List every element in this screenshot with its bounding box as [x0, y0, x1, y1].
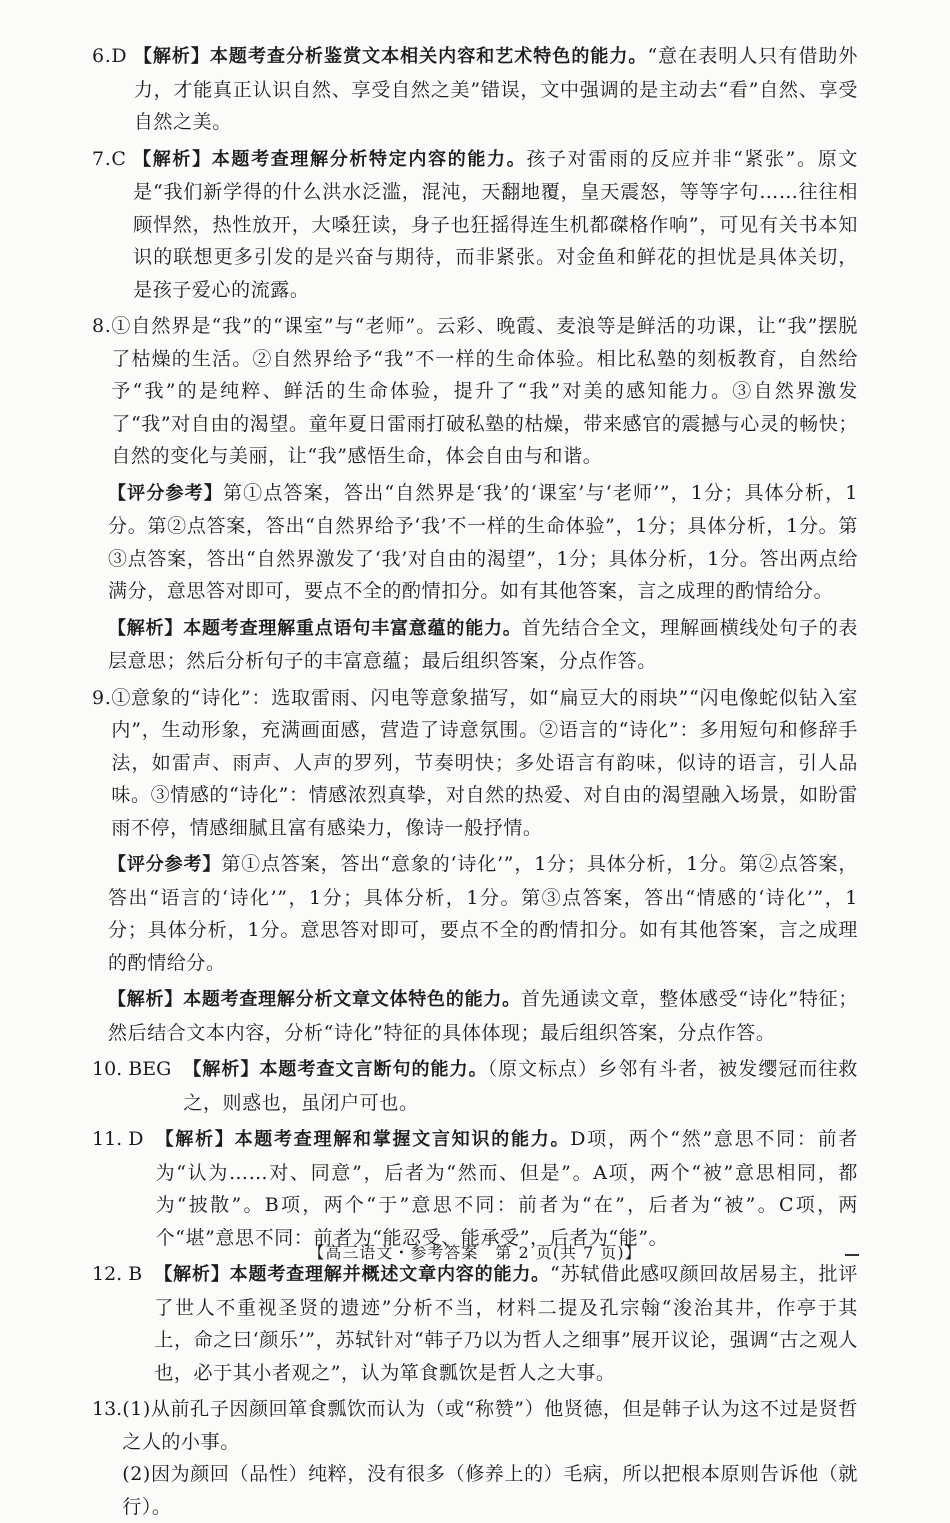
analysis-text: 孩子对雷雨的反应并非“紧张”。原文是“我们新学得的什么洪水泛滥，混沌，天翻地覆，皇天震怒，等等字句……往往相顾悍然，热性放开，大嗓狂读，身子也狂摇得连生机都磔格作响”，可见有关书本知识的联想更多引发的是兴奋与期待，而非紧张。对金鱼和鲜花的担忧是具体关切，是孩子爱心的流露。 — [133, 147, 858, 301]
analysis-label: 【解析】本题考查理解重点语句丰富意蕴的能力。 — [108, 617, 522, 639]
page-footer: 【高三语文・参考答案 第 2 页(共 7 页)】 — [308, 1243, 642, 1262]
scoring-text: 第①点答案，答出“意象的‘诗化’”，1分；具体分析，1分。第②点答案，答出“语言的‘诗化’”，1分；具体分析，1分。第③点答案，答出“情感的‘诗化’”，1分；具体分析，1分。意思答对即可，要点不全的酌情扣分。如有其他答案，言之成理的酌情给分。 — [108, 853, 858, 974]
analysis-text: “意在表明人只有借助外力，才能真正认识自然、享受自然之美”错误，文中强调的是主动去“看”自然、享受自然之美。 — [133, 45, 858, 133]
question-13 — [92, 1393, 858, 1523]
question-number: 12. B — [92, 1263, 155, 1285]
corner-mark — [845, 1254, 859, 1256]
answer-text: ①意象的“诗化”：选取雷雨、闪电等意象描写，如“扁豆大的雨块”“闪电像蛇似钻入室内”，生动形象，充满画面感，营造了诗意氛围。②语言的“诗化”：多用短句和修辞手法，如雷声、雨声、人声的罗列，节奏明快；多处语言有韵味，似诗的语言，引人品味。③情感的“诗化”：情感浓烈真挚，对自然的热爱、对自由的渴望融入场景，如盼雷雨不停，情感细腻且富有感染力，像诗一般抒情。 — [111, 686, 858, 839]
analysis-text: 首先结合全文，理解画横线处句子的表层意思；然后分析句子的丰富意蕴；最后组织答案，分点作答。 — [108, 616, 858, 672]
analysis-label: 【解析】本题考查文言断句的能力。 — [183, 1059, 488, 1080]
scoring-label: 【评分参考】 — [108, 854, 222, 875]
question-number: 11. D — [92, 1128, 156, 1150]
analysis-text: （原文标点）乡邻有斗者，被发缨冠而往救之，则惑也，虽闭户可也。 — [183, 1058, 858, 1114]
answer-text: ①自然界是“我”的“课室”与“老师”。云彩、晚霞、麦浪等是鲜活的功课，让“我”摆脱了枯燥的生活。②自然界给予“我”不一样的生命体验。相比私塾的刻板教育，自然给予“我”的是纯粹、鲜活的生命体验，提升了“我”对美的感知能力。③自然界激发了“我”对自由的渴望。童年夏日雷雨打破私塾的枯燥，带来感官的震撼与心灵的畅快；自然的变化与美丽，让“我”感悟生命，体会自由与和谐。 — [111, 315, 858, 467]
question-number: 8. — [92, 315, 112, 337]
question-number: 7.C — [92, 147, 134, 170]
question-11 — [92, 1123, 858, 1254]
question-number: 9. — [92, 686, 112, 709]
analysis-label: 【解析】本题考查分析鉴赏文本相关内容和艺术特色的能力。 — [133, 46, 648, 67]
question-8 — [92, 310, 858, 473]
question-12 — [92, 1258, 858, 1389]
question-7 — [92, 143, 858, 307]
translation-2: (2)因为颜回（品性）纯粹，没有很多（修养上的）毛病，所以把根本原则告诉他（就行）。 — [122, 1463, 858, 1518]
translation-1: (1)从前孔子因颜回箪食瓢饮而认为（或“称赞”）他贤德，但是韩子认为这不过是贤哲之人的小事。 — [122, 1398, 858, 1453]
analysis-label: 【解析】本题考查理解分析文章文体特色的能力。 — [108, 989, 521, 1010]
question-9 — [92, 682, 858, 845]
question-number: 6.D — [92, 45, 134, 67]
analysis — [92, 983, 858, 1049]
analysis-label: 【解析】本题考查理解分析特定内容的能力。 — [133, 148, 527, 170]
scoring-text: 第①点答案，答出“自然界是‘我’的‘课室’与‘老师’”，1分；具体分析，1分。第②点答案，答出“自然界给予‘我’不一样的生命体验”，1分；具体分析，1分。第③点答案，答出“自然界激发了‘我’对自由的渴望”，1分；具体分析，1分。答出两点给满分，意思答对即可，要点不全的酌情扣分。如有其他答案，言之成理的酌情给分。 — [108, 481, 858, 602]
analysis-text: 首先通读文章，整体感受“诗化”特征；然后结合文本内容，分析“诗化”特征的具体体现；最后组织答案，分点作答。 — [108, 988, 858, 1044]
analysis-label: 【解析】本题考查理解和掌握文言知识的能力。 — [155, 1129, 571, 1150]
question-10 — [92, 1053, 858, 1119]
analysis-label: 【解析】本题考查理解并概述文章内容的能力。 — [154, 1264, 551, 1285]
question-6 — [92, 40, 858, 139]
scoring-label: 【评分参考】 — [108, 482, 224, 504]
analysis-text: “苏轼借此感叹颜回故居易主，批评了世人不重视圣贤的遗迹”分析不当，材料二提及孔宗翰“浚治其井，作亭于其上，命之曰‘颜乐’”，苏轼针对“韩子乃以为哲人之细事”展开议论，强调“古之观人也，必于其小者观之”，认为箪食瓢饮是哲人之大事。 — [154, 1263, 858, 1384]
scoring-reference — [92, 848, 858, 979]
analysis-text: D项，两个“然”意思不同：前者为“认为……对、同意”，后者为“然而、但是”。A项，两个“被”意思相同，都为“披散”。B项，两个“于”意思不同：前者为“在”，后者为“被”。C项，两个“堪”意思不同：前者为“能忍受、能承受”，后者为“能”。 — [155, 1128, 858, 1249]
scoring-reference — [92, 477, 858, 608]
question-number: 10. BEG — [92, 1058, 184, 1080]
question-number: 13. — [92, 1398, 123, 1420]
analysis — [92, 612, 858, 678]
